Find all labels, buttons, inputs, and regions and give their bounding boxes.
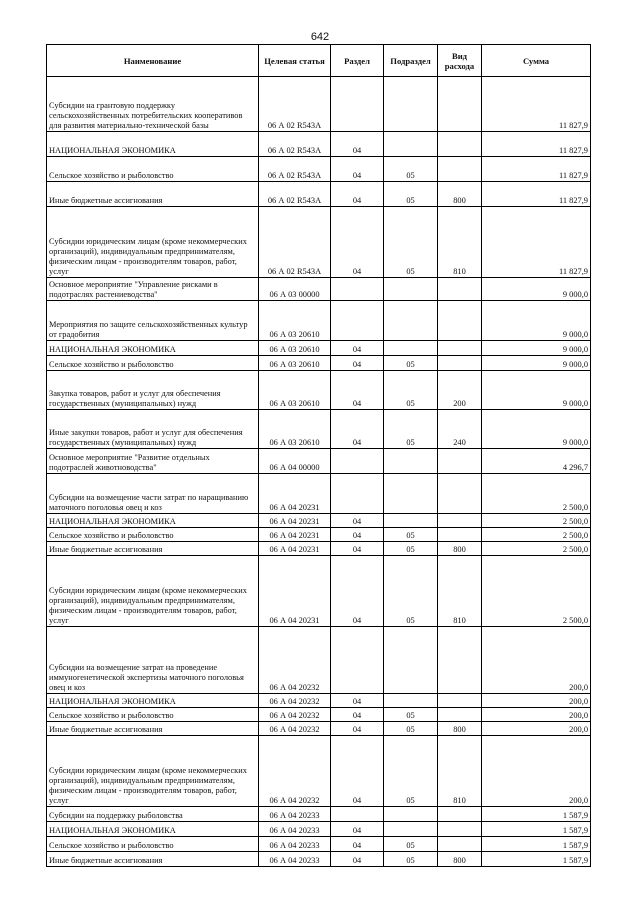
row-name: Мероприятия по защите сельскохозяйственных культур от градобития: [47, 301, 259, 341]
row-sum: 2 500,0: [482, 528, 591, 542]
table-row: [47, 627, 591, 694]
table-row: [47, 807, 591, 822]
table-row: [47, 722, 591, 736]
table-row: [47, 77, 591, 132]
row-code: 06 А 02 R543А: [259, 182, 331, 207]
row-code: 06 А 04 20233: [259, 852, 331, 867]
row-sum: 200,0: [482, 736, 591, 807]
row-subsection: [384, 514, 438, 528]
row-sum: 200,0: [482, 722, 591, 736]
row-kind: [438, 807, 482, 822]
row-code: 06 А 04 20233: [259, 807, 331, 822]
row-code: 06 А 04 20232: [259, 708, 331, 722]
row-kind: [438, 132, 482, 157]
row-sum: 200,0: [482, 708, 591, 722]
row-sum: 2 500,0: [482, 514, 591, 528]
row-subsection: 05: [384, 556, 438, 627]
row-sum: 2 500,0: [482, 556, 591, 627]
row-code: 06 А 02 R543А: [259, 132, 331, 157]
row-code: 06 А 04 20233: [259, 837, 331, 852]
row-kind: 240: [438, 410, 482, 449]
row-subsection: [384, 807, 438, 822]
row-sum: 1 587,9: [482, 852, 591, 867]
row-kind: 810: [438, 556, 482, 627]
row-sum: 9 000,0: [482, 341, 591, 356]
row-name: Закупка товаров, работ и услуг для обеспечения государственных (муниципальных) нужд: [47, 371, 259, 410]
row-code: 06 А 04 20232: [259, 736, 331, 807]
row-kind: [438, 449, 482, 474]
table-row: [47, 736, 591, 807]
row-subsection: 05: [384, 207, 438, 278]
table-header-row: [47, 45, 591, 77]
row-section: 04: [331, 722, 384, 736]
row-subsection: 05: [384, 542, 438, 556]
row-code: 06 А 03 00000: [259, 278, 331, 301]
row-section: 04: [331, 371, 384, 410]
row-section: 04: [331, 132, 384, 157]
row-kind: [438, 528, 482, 542]
row-kind: [438, 514, 482, 528]
row-sum: 9 000,0: [482, 278, 591, 301]
row-kind: [438, 341, 482, 356]
table-row: [47, 301, 591, 341]
row-code: 06 А 04 20233: [259, 822, 331, 837]
row-section: 04: [331, 514, 384, 528]
row-kind: [438, 356, 482, 371]
row-section: 04: [331, 708, 384, 722]
row-code: 06 А 03 20610: [259, 410, 331, 449]
row-section: [331, 474, 384, 514]
header-code: Целевая статья: [259, 45, 331, 77]
row-kind: 800: [438, 722, 482, 736]
row-name: Сельское хозяйство и рыболовство: [47, 528, 259, 542]
row-kind: [438, 694, 482, 708]
row-section: [331, 77, 384, 132]
row-sum: 11 827,9: [482, 157, 591, 182]
row-name: Субсидии юридическим лицам (кроме некоммерческих организаций), индивидуальным предпринимателям, физическим лицам - производителям товаров, работ, услуг: [47, 556, 259, 627]
row-sum: 200,0: [482, 627, 591, 694]
row-section: 04: [331, 182, 384, 207]
row-name: Субсидии на поддержку рыболовства: [47, 807, 259, 822]
row-subsection: [384, 278, 438, 301]
table-row: [47, 207, 591, 278]
row-code: 06 А 03 20610: [259, 356, 331, 371]
row-name: НАЦИОНАЛЬНАЯ ЭКОНОМИКА: [47, 132, 259, 157]
row-kind: 810: [438, 736, 482, 807]
row-name: Субсидии юридическим лицам (кроме некоммерческих организаций), индивидуальным предпринимателям, физическим лицам - производителям товаров, работ, услуг: [47, 736, 259, 807]
row-name: Субсидии на возмещение части затрат по наращиванию маточного поголовья овец и коз: [47, 474, 259, 514]
row-name: Основное мероприятие "Развитие отдельных подотраслей животноводства": [47, 449, 259, 474]
row-subsection: 05: [384, 852, 438, 867]
row-subsection: 05: [384, 356, 438, 371]
row-section: 04: [331, 837, 384, 852]
row-sum: 11 827,9: [482, 132, 591, 157]
row-kind: [438, 627, 482, 694]
table-row: [47, 341, 591, 356]
row-code: 06 А 04 20232: [259, 722, 331, 736]
row-section: 04: [331, 852, 384, 867]
table-row: [47, 514, 591, 528]
table-row: [47, 182, 591, 207]
table-row: [47, 528, 591, 542]
row-subsection: 05: [384, 371, 438, 410]
row-code: 06 А 04 00000: [259, 449, 331, 474]
row-code: 06 А 04 20231: [259, 542, 331, 556]
row-section: [331, 807, 384, 822]
row-section: 04: [331, 410, 384, 449]
row-section: [331, 301, 384, 341]
header-section: Раздел: [331, 45, 384, 77]
table-row: [47, 822, 591, 837]
row-subsection: [384, 77, 438, 132]
row-kind: [438, 77, 482, 132]
row-sum: 200,0: [482, 694, 591, 708]
row-name: Сельское хозяйство и рыболовство: [47, 157, 259, 182]
row-code: 06 А 02 R543А: [259, 157, 331, 182]
row-section: 04: [331, 528, 384, 542]
row-name: Сельское хозяйство и рыболовство: [47, 708, 259, 722]
row-sum: 11 827,9: [482, 77, 591, 132]
row-sum: 9 000,0: [482, 301, 591, 341]
row-code: 06 А 02 R543А: [259, 77, 331, 132]
row-name: Сельское хозяйство и рыболовство: [47, 837, 259, 852]
table-row: [47, 132, 591, 157]
row-name: Иные бюджетные ассигнования: [47, 722, 259, 736]
row-name: Иные бюджетные ассигнования: [47, 182, 259, 207]
row-code: 06 А 02 R543А: [259, 207, 331, 278]
row-code: 06 А 04 20231: [259, 514, 331, 528]
row-kind: 810: [438, 207, 482, 278]
row-kind: [438, 474, 482, 514]
table-row: [47, 837, 591, 852]
header-subsection: Подраздел: [384, 45, 438, 77]
row-sum: 1 587,9: [482, 807, 591, 822]
row-sum: 9 000,0: [482, 410, 591, 449]
table-row: [47, 449, 591, 474]
row-section: 04: [331, 207, 384, 278]
row-subsection: 05: [384, 182, 438, 207]
row-kind: [438, 301, 482, 341]
row-name: НАЦИОНАЛЬНАЯ ЭКОНОМИКА: [47, 694, 259, 708]
row-section: 04: [331, 157, 384, 182]
row-subsection: [384, 822, 438, 837]
table-row: [47, 356, 591, 371]
row-sum: 1 587,9: [482, 837, 591, 852]
row-name: НАЦИОНАЛЬНАЯ ЭКОНОМИКА: [47, 514, 259, 528]
row-kind: [438, 278, 482, 301]
row-section: [331, 627, 384, 694]
row-subsection: 05: [384, 157, 438, 182]
row-code: 06 А 04 20232: [259, 694, 331, 708]
row-section: 04: [331, 542, 384, 556]
row-subsection: [384, 694, 438, 708]
row-sum: 1 587,9: [482, 822, 591, 837]
row-kind: 800: [438, 542, 482, 556]
row-code: 06 А 03 20610: [259, 301, 331, 341]
row-name: Иные закупки товаров, работ и услуг для обеспечения государственных (муниципальных) нужд: [47, 410, 259, 449]
row-name: НАЦИОНАЛЬНАЯ ЭКОНОМИКА: [47, 822, 259, 837]
row-code: 06 А 03 20610: [259, 341, 331, 356]
header-kind: Вид расхода: [438, 45, 482, 77]
table-row: [47, 542, 591, 556]
row-subsection: 05: [384, 708, 438, 722]
table-row: [47, 556, 591, 627]
row-subsection: [384, 627, 438, 694]
row-name: Сельское хозяйство и рыболовство: [47, 356, 259, 371]
table-row: [47, 474, 591, 514]
row-section: [331, 278, 384, 301]
page-number: 642: [310, 31, 330, 43]
row-section: 04: [331, 822, 384, 837]
row-sum: 11 827,9: [482, 207, 591, 278]
table-row: [47, 708, 591, 722]
table-row: [47, 410, 591, 449]
row-subsection: 05: [384, 837, 438, 852]
row-sum: 4 296,7: [482, 449, 591, 474]
row-subsection: 05: [384, 722, 438, 736]
row-subsection: 05: [384, 736, 438, 807]
budget-table: [46, 44, 591, 867]
row-kind: [438, 708, 482, 722]
row-name: Иные бюджетные ассигнования: [47, 542, 259, 556]
header-name: Наименование: [47, 45, 259, 77]
row-kind: 200: [438, 371, 482, 410]
row-subsection: [384, 474, 438, 514]
row-code: 06 А 04 20231: [259, 556, 331, 627]
table-row: [47, 694, 591, 708]
row-kind: 800: [438, 182, 482, 207]
row-name: Основное мероприятие "Управление рисками в подотраслях растениеводства": [47, 278, 259, 301]
table-row: [47, 852, 591, 867]
row-subsection: 05: [384, 410, 438, 449]
table-row: [47, 157, 591, 182]
row-subsection: [384, 301, 438, 341]
row-sum: 9 000,0: [482, 371, 591, 410]
row-kind: [438, 837, 482, 852]
row-name: НАЦИОНАЛЬНАЯ ЭКОНОМИКА: [47, 341, 259, 356]
row-subsection: [384, 341, 438, 356]
row-kind: [438, 157, 482, 182]
row-subsection: [384, 449, 438, 474]
table-row: [47, 371, 591, 410]
row-subsection: 05: [384, 528, 438, 542]
row-kind: [438, 822, 482, 837]
row-kind: 800: [438, 852, 482, 867]
row-section: 04: [331, 694, 384, 708]
row-name: Иные бюджетные ассигнования: [47, 852, 259, 867]
row-subsection: [384, 132, 438, 157]
row-sum: 11 827,9: [482, 182, 591, 207]
row-sum: 9 000,0: [482, 356, 591, 371]
row-section: 04: [331, 356, 384, 371]
row-section: [331, 449, 384, 474]
row-code: 06 А 04 20231: [259, 474, 331, 514]
row-code: 06 А 04 20231: [259, 528, 331, 542]
row-name: Субсидии на возмещение затрат на проведение иммуногенетической экспертизы маточного поголовья овец и коз: [47, 627, 259, 694]
row-name: Субсидии на грантовую поддержку сельскохозяйственных потребительских кооперативов для развития материально-технической базы: [47, 77, 259, 132]
row-code: 06 А 03 20610: [259, 371, 331, 410]
row-section: 04: [331, 736, 384, 807]
table-row: [47, 278, 591, 301]
row-sum: 2 500,0: [482, 474, 591, 514]
row-code: 06 А 04 20232: [259, 627, 331, 694]
row-section: 04: [331, 556, 384, 627]
header-sum: Сумма: [482, 45, 591, 77]
row-name: Субсидии юридическим лицам (кроме некоммерческих организаций), индивидуальным предпринимателям, физическим лицам - производителям товаров, работ, услуг: [47, 207, 259, 278]
row-sum: 2 500,0: [482, 542, 591, 556]
row-section: 04: [331, 341, 384, 356]
